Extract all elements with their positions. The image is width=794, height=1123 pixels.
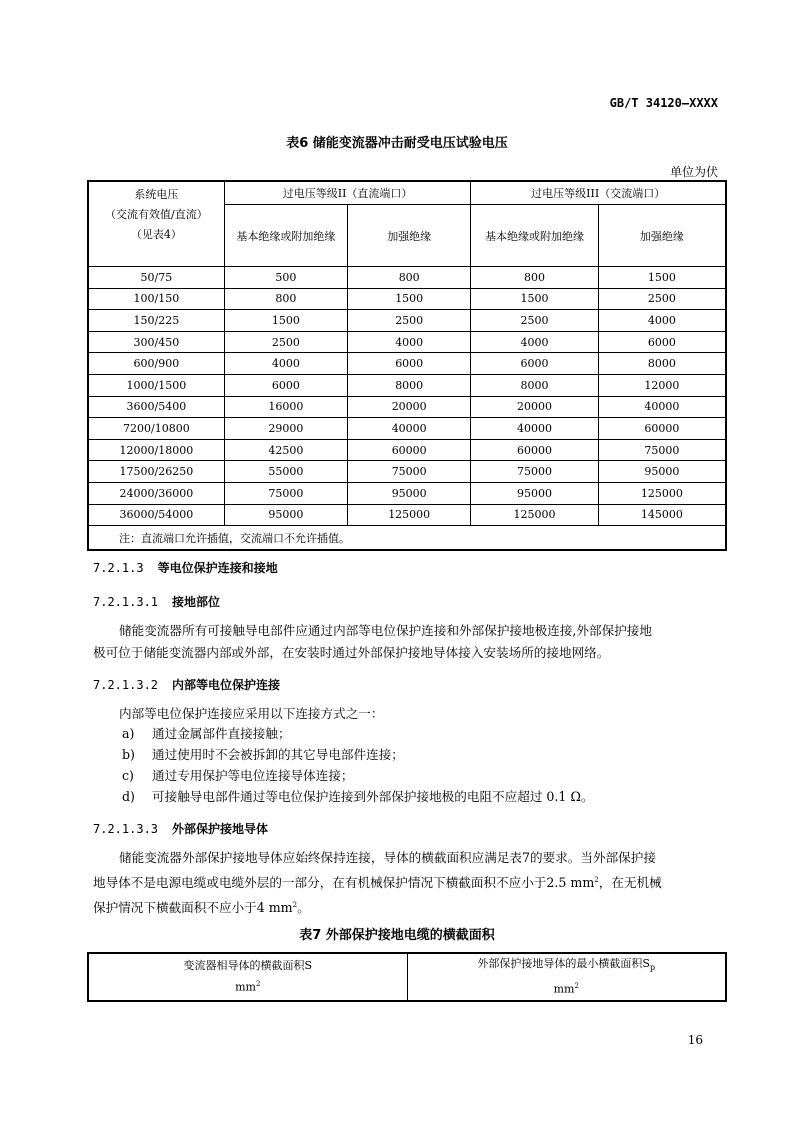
table-cell: 75000 — [224, 482, 347, 504]
table-cell: 60000 — [348, 439, 471, 461]
document-code: GB/T 34120—XXXX — [609, 96, 718, 110]
table-cell: 1500 — [348, 288, 471, 310]
section-72131: 7.2.1.3.1 接地部位 — [93, 595, 221, 609]
table-cell: 145000 — [598, 504, 726, 526]
table6 — [87, 180, 727, 551]
section-7213: 7.2.1.3 等电位保护连接和接地 — [93, 561, 278, 575]
table-cell: 1500 — [224, 310, 347, 332]
table-cell: 12000 — [598, 374, 726, 396]
table-cell: 8000 — [471, 374, 598, 396]
table-cell: 50/75 — [88, 267, 224, 289]
table-row — [88, 439, 726, 461]
table-cell: 6000 — [471, 353, 598, 375]
table-cell: 6000 — [598, 331, 726, 353]
table-cell: 100/150 — [88, 288, 224, 310]
table-cell: 8000 — [348, 374, 471, 396]
table-cell: 125000 — [471, 504, 598, 526]
group1-header: 过电压等级II（直流端口） — [224, 181, 471, 205]
sub-header: 基本绝缘或附加绝缘 — [224, 205, 347, 267]
table-row — [88, 374, 726, 396]
table-cell: 20000 — [471, 396, 598, 418]
table-cell: 4000 — [471, 331, 598, 353]
list-item: d) 可接触导电部件通过等电位保护连接到外部保护接地极的电阻不应超过 0.1 Ω。 — [122, 789, 594, 804]
table-cell: 75000 — [471, 461, 598, 483]
table-cell: 300/450 — [88, 331, 224, 353]
table-row — [88, 396, 726, 418]
table-row — [88, 331, 726, 353]
table-cell: 17500/26250 — [88, 461, 224, 483]
table-cell: 800 — [471, 267, 598, 289]
table-row — [88, 482, 726, 504]
table-cell: 42500 — [224, 439, 347, 461]
table-cell: 125000 — [598, 482, 726, 504]
paragraph-72132-intro: 内部等电位保护连接应采用以下连接方式之一： — [119, 706, 384, 721]
table-row — [88, 418, 726, 440]
list-item: b) 通过使用时不会被拆卸的其它导电部件连接； — [122, 747, 404, 762]
table-cell: 60000 — [471, 439, 598, 461]
table-row — [88, 461, 726, 483]
table-row — [88, 267, 726, 289]
table-row — [88, 288, 726, 310]
table6-title: 表6 储能变流器冲击耐受电压试验电压 — [286, 136, 508, 151]
table-cell: 24000/36000 — [88, 482, 224, 504]
table7 — [87, 952, 727, 1002]
table-row — [88, 504, 726, 526]
table-cell: 55000 — [224, 461, 347, 483]
section-72133: 7.2.1.3.3 外部保护接地导体 — [93, 822, 269, 836]
list-item: c) 通过专用保护等电位连接导体连接； — [122, 768, 354, 783]
table-cell: 75000 — [348, 461, 471, 483]
table-cell: 6000 — [348, 353, 471, 375]
table-cell: 1500 — [598, 267, 726, 289]
table7-col2-header: 外部保护接地导体的最小横截面积$S_p$ $mm^2$ — [407, 953, 726, 1001]
table-cell: 75000 — [598, 439, 726, 461]
table6-note: 注：直流端口允许插值，交流端口不允许插值。 — [88, 526, 726, 551]
table-cell: 7200/10800 — [88, 418, 224, 440]
table-cell: 600/900 — [88, 353, 224, 375]
sub-header: 加强绝缘 — [598, 205, 726, 267]
table-cell: 3600/5400 — [88, 396, 224, 418]
table-cell: 6000 — [224, 374, 347, 396]
table-cell: 36000/54000 — [88, 504, 224, 526]
section-72132: 7.2.1.3.2 内部等电位保护连接 — [93, 678, 281, 692]
table-cell: 150/225 — [88, 310, 224, 332]
table-cell: 60000 — [598, 418, 726, 440]
table6-unit: 单位为伏 — [669, 165, 718, 179]
table-cell: 4000 — [224, 353, 347, 375]
table-cell: 2500 — [348, 310, 471, 332]
table-cell: 95000 — [348, 482, 471, 504]
table7-col1-header: 变流器相导体的横截面积S $mm^2$ — [88, 953, 407, 1001]
table-cell: 95000 — [598, 461, 726, 483]
table-row — [88, 310, 726, 332]
table-row — [88, 353, 726, 375]
table-cell: 40000 — [598, 396, 726, 418]
col0-header: 系统电压 （交流有效值/直流） （见表4） — [88, 181, 224, 267]
table-cell: 500 — [224, 267, 347, 289]
paragraph-72131: 储能变流器所有可接触导电部件应通过内部等电位保护连接和外部保护接地极连接,外部保护接地 极可位于储能变流器内部或外部，在安装时通过外部保护接地导体接入安装场所的接地网络。 — [93, 623, 652, 660]
table7-title: 表7 外部保护接地电缆的横截面积 — [299, 928, 495, 943]
page-number: 16 — [687, 1033, 703, 1047]
table-cell: 1500 — [471, 288, 598, 310]
table-cell: 2500 — [598, 288, 726, 310]
table-cell: 800 — [224, 288, 347, 310]
table-cell: 20000 — [348, 396, 471, 418]
sub-header: 基本绝缘或附加绝缘 — [471, 205, 598, 267]
table-cell: 95000 — [224, 504, 347, 526]
table-cell: 4000 — [348, 331, 471, 353]
sub-header: 加强绝缘 — [348, 205, 471, 267]
list-item: a) 通过金属部件直接接触； — [122, 726, 291, 741]
table-cell: 40000 — [348, 418, 471, 440]
table-cell: 2500 — [224, 331, 347, 353]
table-cell: 29000 — [224, 418, 347, 440]
table-cell: 4000 — [598, 310, 726, 332]
table-cell: 125000 — [348, 504, 471, 526]
table-cell: 2500 — [471, 310, 598, 332]
paragraph-72133: 储能变流器外部保护接地导体应始终保持连接，导体的横截面积应满足表7的要求。当外部保护接 地导体不是电源电缆或电缆外层的一部分，在有机械保护情况下横截面积不应小于2.5 $mm^2$，在无机械 保护情况下横截面积不应小于4 $mm^2$。 — [93, 850, 662, 916]
table-cell: 12000/18000 — [88, 439, 224, 461]
table-cell: 1000/1500 — [88, 374, 224, 396]
table-cell: 95000 — [471, 482, 598, 504]
table-cell: 16000 — [224, 396, 347, 418]
table-cell: 800 — [348, 267, 471, 289]
table-cell: 8000 — [598, 353, 726, 375]
table-cell: 40000 — [471, 418, 598, 440]
group2-header: 过电压等级III（交流端口） — [471, 181, 726, 205]
